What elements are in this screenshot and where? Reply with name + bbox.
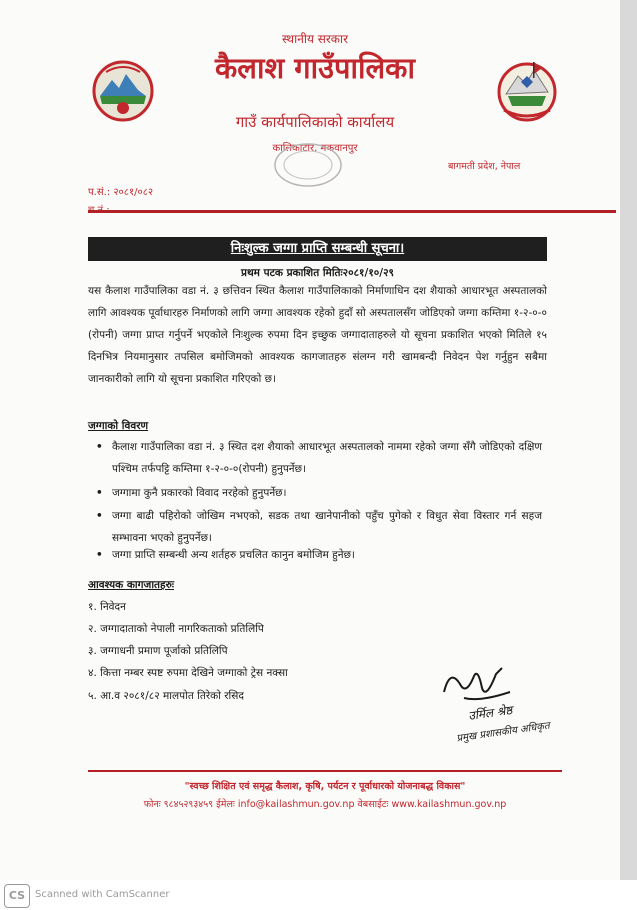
published-date: प्रथम पटक प्रकाशित मितिः२०८१/१०/२९: [240, 267, 395, 279]
municipality-emblem-icon: [92, 60, 154, 122]
government-label: स्थानीय सरकार: [282, 32, 348, 46]
office-name: गाउँ कार्यपालिकाको कार्यालय: [235, 113, 395, 131]
scanner-label: Scanned with CamScanner: [35, 889, 170, 900]
land-details-heading: जग्गाको विवरण: [88, 420, 149, 432]
land-detail-item: • जग्गामा कुनै प्रकारको विवाद नरहेको हुनुपर्नेछ।: [112, 482, 542, 504]
notice-title: निःशुल्क जग्गा प्राप्ति सम्बन्धी सूचना।: [230, 241, 405, 256]
camscanner-logo-icon: CS: [4, 884, 30, 908]
handwritten-signature-icon: [440, 662, 520, 706]
office-address: कालिकाटार, मकवानपुर: [272, 143, 358, 154]
document-item: २. जग्गादाताको नेपाली नागरिकताको प्रतिलिपि: [88, 623, 264, 635]
document-item: ४. कित्ता नम्बर स्पष्ट रुपमा देखिने जग्गाको ट्रेस नक्सा: [88, 667, 288, 679]
footer-slogan: "स्वच्छ शिक्षित एवं समृद्ध कैलाश, कृषि, पर्यटन र पूर्वाधारको योजनाबद्ध विकास": [184, 781, 466, 792]
header-divider: [88, 210, 616, 213]
nepal-emblem-icon: [494, 58, 560, 124]
document-item: १. निवेदन: [88, 601, 126, 613]
municipality-name: कैलाश गाउँपालिका: [215, 51, 415, 85]
signatory-name: उर्मिल श्रेष्ठ: [467, 702, 514, 724]
office-stamp-icon: [272, 140, 344, 190]
page-edge-shadow: [620, 0, 637, 880]
land-detail-item: • कैलाश गाउँपालिका वडा नं. ३ स्थित दश शैयाको आधारभूत अस्पतालको नाममा रहेको जग्गा सँगै जोडिएको दक्षिण पश्चिम तर्फपट्टि कम्तिमा १-२-०-०(रोपनी) हुनुपर्नेछ।: [112, 436, 542, 480]
footer-contact: फोनः ९८४५२९३४५९ ईमेलः info@kailashmun.gov.np वेबसाईटः www.kailashmun.gov.np: [143, 799, 507, 810]
chalani-number: [88, 202, 110, 216]
document-item: ३. जग्गाधनी प्रमाण पूर्जाको प्रतिलिपि: [88, 645, 228, 657]
notice-title-banner: [88, 237, 547, 261]
documents-heading: आवश्यक कागजातहरुः: [88, 579, 175, 591]
province-label: बागमती प्रदेश, नेपाल: [448, 161, 521, 172]
document-item: ५. आ.व २०८१/८२ मालपोत तिरेको रसिद: [88, 690, 244, 702]
footer-divider: [88, 770, 562, 772]
signatory-designation: प्रमुख प्रशासकीय अधिकृत: [455, 720, 551, 745]
notice-intro-paragraph: यस कैलाश गाउँपालिका वडा नं. ३ छत्तिवन स्थित कैलाश गाउँपालिकाको निर्माणाधिन दश शैयाको आधारभूत अस्पतालको लागि आवश्यक पूर्वाधारहरु निर्माणको लागि जग्गा आवश्यक रहेको हुदाँ सो अस्पतालसँग जोडिएको जग्गा कम्तिमा १-२-०-० (रोपनी) जग्गा प्राप्त गर्नुपर्ने भएकोले निःशुल्क रुपमा दिन इच्छुक जग्गादाताहरुले यो सूचना प्रकाशित भएको मितिले १५ दिनभित्र नियमानुसार तपसिल बमोजिमको आवश्यक कागजातहरु संलग्न गरी खामबन्दी निवेदन पेश गर्नुहुन सबैमा जानकारीको लागि यो सूचना प्रकाशित गरिएको छ।: [88, 285, 547, 385]
patra-sankhya: प.सं.: २०८१/०८२: [88, 187, 154, 198]
land-detail-item: • जग्गा प्राप्ति सम्बन्धी अन्य शर्तहरु प्रचलित कानुन बमोजिम हुनेछ।: [112, 544, 542, 566]
land-detail-item: • जग्गा बाढी पहिरोको जोखिम नभएको, सडक तथा खानेपानीको पहुँच पुगेको र विधुत सेवा विस्तार गर्न सहज सम्भावना भएको हुनुपर्नेछ।: [112, 505, 542, 549]
